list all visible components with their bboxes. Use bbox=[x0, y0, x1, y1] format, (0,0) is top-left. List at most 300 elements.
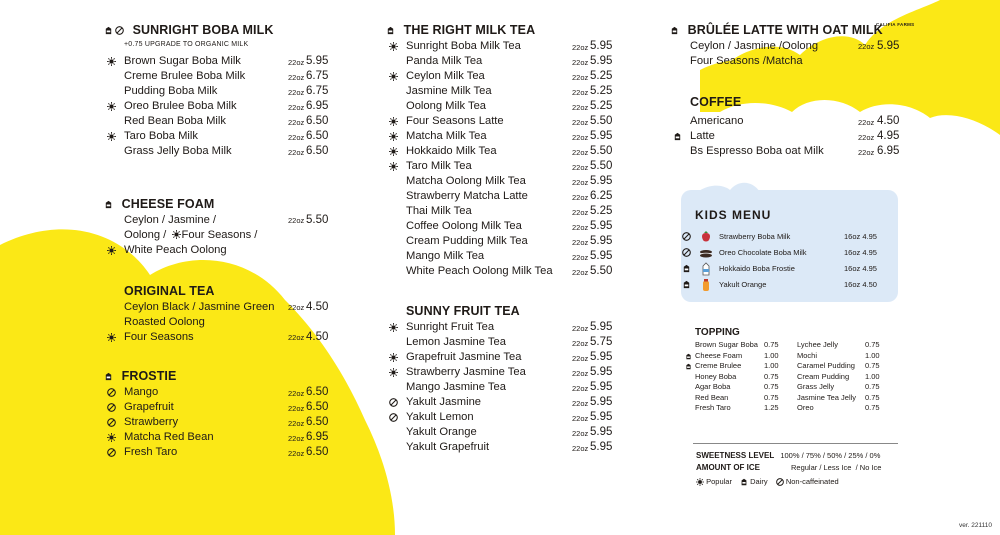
column-2 bbox=[386, 21, 646, 455]
item-size: 22oz bbox=[288, 73, 305, 82]
topping-name: Fresh Taro bbox=[695, 403, 731, 412]
non-caffeinated-icon bbox=[776, 478, 784, 486]
milk-icon bbox=[699, 262, 713, 276]
item-size: 22oz bbox=[572, 88, 589, 97]
item-name: Coffee Oolong Milk Tea bbox=[406, 220, 522, 232]
menu-item bbox=[386, 39, 646, 54]
item-price: 5.95 bbox=[590, 351, 613, 363]
item-name: Ceylon Milk Tea bbox=[406, 70, 485, 82]
item-size: 22oz bbox=[288, 103, 305, 112]
dairy-icon bbox=[682, 280, 691, 289]
menu-item bbox=[386, 395, 646, 410]
menu-item bbox=[386, 69, 646, 84]
item-price: 6.50 bbox=[306, 115, 329, 127]
popular-icon bbox=[107, 132, 116, 141]
section-brulee-latte bbox=[670, 21, 910, 39]
menu-item bbox=[670, 114, 910, 129]
item-name: Matcha Red Bean bbox=[124, 431, 214, 443]
section-coffee bbox=[670, 93, 910, 111]
califia-farms-logo: CALIFIA FARMS bbox=[876, 22, 915, 27]
popular-icon bbox=[389, 72, 398, 81]
item-size: 22oz bbox=[572, 148, 589, 157]
item-price: 16oz 4.95 bbox=[844, 232, 877, 241]
topping-price: 0.75 bbox=[865, 361, 880, 370]
amount-of-ice-row bbox=[696, 463, 882, 472]
non-caffeinated-icon bbox=[389, 398, 398, 407]
item-price: 16oz 4.95 bbox=[844, 248, 877, 257]
legend-dairy: Dairy bbox=[750, 477, 768, 486]
item-price: 5.50 bbox=[590, 145, 613, 157]
topping-price: 0.75 bbox=[764, 382, 779, 391]
item-size: 22oz bbox=[858, 118, 875, 127]
topping-item bbox=[695, 403, 779, 414]
menu-item bbox=[386, 410, 646, 425]
topping-name: Creme Brulee bbox=[695, 361, 742, 370]
topping-price: 1.00 bbox=[764, 350, 779, 360]
item-name: Mango Milk Tea bbox=[406, 250, 485, 262]
menu-item bbox=[386, 320, 646, 335]
popular-icon bbox=[389, 132, 398, 141]
item-name: Latte bbox=[690, 130, 715, 142]
item-price: 5.50 bbox=[590, 115, 613, 127]
menu-item bbox=[386, 380, 646, 395]
kids-menu-title: KIDS MENU bbox=[695, 208, 772, 222]
item-price: 5.95 bbox=[590, 441, 613, 453]
dairy-icon bbox=[104, 200, 113, 209]
section-sunright-boba-milk bbox=[104, 21, 364, 39]
menu-item bbox=[386, 264, 646, 279]
item-size: 22oz bbox=[572, 103, 589, 112]
item-name: White Peach Oolong Milk Tea bbox=[406, 265, 553, 277]
menu-item bbox=[104, 69, 364, 84]
item-name: Oreo Brulee Boba Milk bbox=[124, 100, 237, 112]
topping-item bbox=[797, 361, 880, 372]
topping-item bbox=[695, 361, 779, 372]
section-title: SUNRIGHT BOBA MILK bbox=[132, 23, 274, 37]
item-size: 22oz bbox=[572, 238, 589, 247]
topping-price: 0.75 bbox=[764, 371, 779, 381]
section-title: SUNNY FRUIT TEA bbox=[406, 304, 520, 318]
popular-icon bbox=[696, 478, 704, 486]
section-frostie bbox=[104, 367, 364, 385]
menu-item bbox=[386, 425, 646, 440]
item-name: Taro Boba Milk bbox=[124, 130, 198, 142]
kids-menu-item bbox=[681, 262, 898, 276]
item-price: 5.95 bbox=[590, 130, 613, 142]
cheese-foam-line-3: White Peach Oolong bbox=[104, 243, 364, 258]
menu-item bbox=[386, 234, 646, 249]
brulee-line-1: Ceylon / Jasmine /Oolong 22oz 5.95 bbox=[690, 40, 900, 52]
item-name: Hokkaido Boba Frostie bbox=[719, 264, 795, 273]
divider-line bbox=[693, 443, 898, 444]
brulee-line-2: Four Seasons /Matcha bbox=[690, 55, 803, 67]
menu-item bbox=[104, 84, 364, 99]
item-size: 22oz bbox=[858, 133, 875, 142]
section-cheese-foam bbox=[104, 195, 364, 213]
topping-item bbox=[797, 371, 880, 383]
item-size: 22oz bbox=[858, 148, 875, 157]
topping-name: Red Bean bbox=[695, 392, 729, 402]
non-caffeinated-icon bbox=[682, 248, 691, 257]
item-price: 5.50 bbox=[590, 160, 613, 172]
item-name: Panda Milk Tea bbox=[406, 55, 483, 67]
item-name: Lemon Jasmine Tea bbox=[406, 336, 506, 348]
item-price: 5.75 bbox=[590, 336, 613, 348]
cheese-foam-line-1: Ceylon / Jasmine / 22oz 5.50 bbox=[124, 214, 329, 226]
menu-item bbox=[104, 114, 364, 129]
popular-icon bbox=[107, 102, 116, 111]
menu-item bbox=[670, 144, 910, 159]
item-price: 5.95 bbox=[590, 220, 613, 232]
topping-name: Cheese Foam bbox=[695, 350, 743, 360]
ice-label: AMOUNT OF ICE bbox=[696, 463, 760, 472]
sunright-item-list bbox=[104, 54, 364, 159]
item-size: 22oz bbox=[572, 73, 589, 82]
topping-price: 0.75 bbox=[865, 403, 880, 412]
topping-item bbox=[797, 350, 880, 362]
item-size: 22oz bbox=[572, 339, 589, 348]
item-name: Sunright Fruit Tea bbox=[406, 321, 495, 333]
item-price: 5.95 bbox=[590, 250, 613, 262]
popular-icon bbox=[107, 333, 116, 342]
popular-icon bbox=[107, 57, 116, 66]
item-price: 4.95 bbox=[877, 130, 900, 142]
icon-legend bbox=[696, 477, 839, 486]
item-price: 5.95 bbox=[306, 55, 329, 67]
item-price: 5.95 bbox=[590, 396, 613, 408]
menu-item bbox=[386, 174, 646, 189]
menu-item bbox=[104, 144, 364, 159]
dairy-icon bbox=[740, 478, 748, 486]
menu-item bbox=[104, 54, 364, 69]
item-name: Grapefruit bbox=[124, 401, 174, 413]
item-name: Americano bbox=[690, 115, 744, 127]
item-price: 5.95 bbox=[590, 426, 613, 438]
topping-name: Honey Boba bbox=[695, 371, 737, 381]
item-price: 5.95 bbox=[590, 381, 613, 393]
sweetness-label: SWEETNESS LEVEL bbox=[696, 451, 775, 460]
popular-icon bbox=[389, 147, 398, 156]
item-name: Cream Pudding Milk Tea bbox=[406, 235, 528, 247]
menu-item bbox=[104, 99, 364, 114]
menu-item bbox=[386, 189, 646, 204]
menu-item bbox=[386, 365, 646, 380]
section-title: CHEESE FOAM bbox=[121, 197, 215, 211]
item-price: 5.95 bbox=[590, 175, 613, 187]
item-size: 22oz bbox=[572, 253, 589, 262]
item-price: 5.95 bbox=[590, 55, 613, 67]
topping-price: 0.75 bbox=[764, 340, 779, 349]
item-name: Bs Espresso Boba oat Milk bbox=[690, 145, 824, 157]
topping-name: Brown Sugar Boba bbox=[695, 340, 758, 349]
topping-price: 0.75 bbox=[865, 340, 880, 349]
ice-options: Regular / Less Ice / No Ice bbox=[791, 463, 882, 472]
sweetness-level-row bbox=[696, 451, 880, 460]
item-size: 22oz bbox=[288, 118, 305, 127]
topping-title: TOPPING bbox=[695, 327, 740, 338]
popular-icon bbox=[389, 117, 398, 126]
original-tea-line-3: Four Seasons 22oz 4.50 bbox=[104, 330, 364, 345]
menu-item bbox=[104, 430, 364, 445]
section-title: FROSTIE bbox=[121, 369, 177, 383]
legend-non-caffeinated: Non-caffeinated bbox=[785, 477, 839, 486]
menu-item bbox=[386, 350, 646, 365]
section-title: COFFEE bbox=[690, 95, 742, 109]
dairy-icon bbox=[673, 132, 682, 141]
menu-item bbox=[386, 99, 646, 114]
item-name: Grass Jelly Boba Milk bbox=[124, 145, 232, 157]
topping-name: Oreo bbox=[797, 403, 814, 412]
topping-price: 0.75 bbox=[865, 392, 880, 402]
section-title: THE RIGHT MILK TEA bbox=[403, 23, 536, 37]
non-caffeinated-icon bbox=[115, 26, 124, 35]
item-size: 22oz bbox=[572, 58, 589, 67]
menu-item bbox=[386, 129, 646, 144]
orange-icon bbox=[699, 278, 713, 292]
item-size: 22oz bbox=[572, 133, 589, 142]
topping-price: 1.00 bbox=[764, 361, 779, 370]
popular-icon bbox=[172, 230, 181, 239]
menu-item bbox=[104, 400, 364, 415]
popular-icon bbox=[107, 433, 116, 442]
item-name: Yakult Grapefruit bbox=[406, 441, 490, 453]
item-price: 5.50 bbox=[590, 265, 613, 277]
popular-icon bbox=[389, 162, 398, 171]
item-size: 22oz bbox=[572, 43, 589, 52]
item-name: Yakult Lemon bbox=[406, 411, 474, 423]
item-price: 5.25 bbox=[590, 205, 613, 217]
item-name: Matcha Oolong Milk Tea bbox=[406, 175, 526, 187]
section-sunny-fruit-tea bbox=[386, 302, 646, 320]
menu-item bbox=[386, 335, 646, 350]
item-name: Matcha Milk Tea bbox=[406, 130, 487, 142]
item-price: 5.25 bbox=[590, 100, 613, 112]
item-size: 22oz bbox=[288, 404, 305, 413]
item-name: Creme Brulee Boba Milk bbox=[124, 70, 246, 82]
topping-name: Mochi bbox=[797, 350, 818, 360]
item-name: Red Bean Boba Milk bbox=[124, 115, 226, 127]
item-price: 6.50 bbox=[306, 130, 329, 142]
section-title: ORIGINAL TEA bbox=[124, 284, 215, 298]
menu-item bbox=[670, 129, 910, 144]
item-name: Strawberry bbox=[124, 416, 179, 428]
item-price: 5.95 bbox=[590, 321, 613, 333]
item-price: 6.75 bbox=[306, 85, 329, 97]
item-size: 22oz bbox=[572, 208, 589, 217]
column-3 bbox=[670, 21, 910, 159]
item-size: 22oz bbox=[572, 444, 589, 453]
topping-price: 1.00 bbox=[865, 371, 880, 381]
version-label: ver. 221110 bbox=[958, 522, 992, 529]
menu-item bbox=[386, 159, 646, 174]
item-name: Yakult Orange bbox=[719, 280, 767, 289]
topping-item bbox=[695, 382, 779, 393]
topping-name: Lychee Jelly bbox=[797, 340, 838, 349]
cheese-foam-line-2: Oolong / Four Seasons / bbox=[124, 229, 258, 241]
original-tea-line-1: Ceylon Black / Jasmine Green 22oz 4.50 bbox=[124, 301, 329, 313]
item-name: Hokkaido Milk Tea bbox=[406, 145, 497, 157]
topping-name: Grass Jelly bbox=[797, 382, 835, 391]
section-original-tea bbox=[104, 282, 364, 300]
non-caffeinated-icon bbox=[107, 448, 116, 457]
topping-name: Caramel Pudding bbox=[797, 361, 855, 370]
item-price: 6.95 bbox=[877, 145, 900, 157]
item-name: Strawberry Boba Milk bbox=[719, 232, 791, 241]
item-name: Jasmine Milk Tea bbox=[406, 85, 492, 97]
item-size: 22oz bbox=[572, 414, 589, 423]
organic-upgrade-note: +0.75 UPGRADE TO ORGANIC MILK bbox=[124, 41, 249, 48]
sweetness-options: 100% / 75% / 50% / 25% / 0% bbox=[780, 451, 881, 460]
topping-name: Agar Boba bbox=[695, 382, 731, 391]
menu-item bbox=[386, 249, 646, 264]
item-price: 5.95 bbox=[590, 366, 613, 378]
menu-item bbox=[386, 219, 646, 234]
item-name: Fresh Taro bbox=[124, 446, 178, 458]
frostie-item-list bbox=[104, 385, 364, 460]
column-1 bbox=[104, 21, 364, 460]
menu-item bbox=[104, 385, 364, 400]
item-name: Oreo Chocolate Boba Milk bbox=[719, 248, 807, 257]
dairy-icon bbox=[386, 26, 395, 35]
topping-item bbox=[797, 340, 880, 351]
dairy-icon bbox=[104, 372, 113, 381]
topping-price: 1.25 bbox=[764, 403, 779, 412]
item-price: 6.50 bbox=[306, 386, 329, 398]
topping-item bbox=[695, 392, 779, 404]
item-size: 22oz bbox=[288, 88, 305, 97]
item-price: 16oz 4.95 bbox=[844, 264, 877, 273]
menu-item bbox=[386, 84, 646, 99]
non-caffeinated-icon bbox=[682, 232, 691, 241]
original-tea-line-2: Roasted Oolong bbox=[124, 316, 205, 328]
item-name: Mango bbox=[124, 386, 159, 398]
item-price: 6.95 bbox=[306, 431, 329, 443]
popular-icon bbox=[107, 246, 116, 255]
topping-item bbox=[695, 350, 779, 362]
item-price: 6.50 bbox=[306, 401, 329, 413]
topping-name: Cream Pudding bbox=[797, 371, 850, 381]
popular-icon bbox=[389, 42, 398, 51]
item-size: 22oz bbox=[572, 118, 589, 127]
topping-item bbox=[797, 403, 880, 414]
topping-item bbox=[695, 371, 779, 383]
coffee-item-list bbox=[670, 114, 910, 159]
item-size: 22oz bbox=[288, 148, 305, 157]
item-name: Four Seasons Latte bbox=[406, 115, 504, 127]
item-size: 22oz bbox=[572, 324, 589, 333]
popular-icon bbox=[389, 368, 398, 377]
item-name: Sunright Boba Milk Tea bbox=[406, 40, 521, 52]
item-name: Pudding Boba Milk bbox=[124, 85, 218, 97]
non-caffeinated-icon bbox=[107, 418, 116, 427]
item-price: 6.50 bbox=[306, 145, 329, 157]
menu-item bbox=[386, 204, 646, 219]
item-size: 22oz bbox=[288, 419, 305, 428]
menu-item bbox=[104, 415, 364, 430]
menu-item bbox=[104, 445, 364, 460]
item-name: Yakult Orange bbox=[406, 426, 477, 438]
item-name: Mango Jasmine Tea bbox=[406, 381, 506, 393]
item-name: Taro Milk Tea bbox=[406, 160, 472, 172]
item-size: 22oz bbox=[572, 223, 589, 232]
dairy-icon bbox=[670, 26, 679, 35]
legend-popular: Popular bbox=[706, 477, 732, 486]
item-size: 22oz bbox=[288, 449, 305, 458]
topping-price: 1.00 bbox=[865, 350, 880, 360]
item-name: Strawberry Jasmine Tea bbox=[406, 366, 526, 378]
non-caffeinated-icon bbox=[107, 388, 116, 397]
non-caffeinated-icon bbox=[389, 413, 398, 422]
item-price: 5.25 bbox=[590, 85, 613, 97]
section-title: BRÛLÉE LATTE WITH OAT MILK bbox=[687, 23, 883, 37]
topping-price: 0.75 bbox=[764, 392, 779, 402]
item-size: 22oz bbox=[572, 268, 589, 277]
fruit-tea-item-list bbox=[386, 320, 646, 455]
menu-item bbox=[386, 114, 646, 129]
item-size: 22oz bbox=[572, 354, 589, 363]
section-right-milk-tea bbox=[386, 21, 646, 39]
dairy-icon bbox=[685, 363, 692, 370]
item-size: 22oz bbox=[288, 58, 305, 67]
item-size: 22oz bbox=[288, 389, 305, 398]
kids-menu-item bbox=[681, 246, 898, 260]
dairy-icon bbox=[682, 264, 691, 273]
kids-menu-item bbox=[681, 230, 898, 244]
item-name: Grapefruit Jasmine Tea bbox=[406, 351, 522, 363]
milk-tea-item-list bbox=[386, 39, 646, 279]
item-price: 5.95 bbox=[590, 40, 613, 52]
item-size: 22oz bbox=[572, 369, 589, 378]
item-name: Thai Milk Tea bbox=[406, 205, 472, 217]
menu-item bbox=[386, 54, 646, 69]
menu-item bbox=[104, 129, 364, 144]
item-name: Strawberry Matcha Latte bbox=[406, 190, 528, 202]
item-size: 22oz bbox=[572, 429, 589, 438]
cookie-icon bbox=[699, 246, 713, 260]
item-size: 22oz bbox=[572, 193, 589, 202]
topping-item bbox=[797, 392, 880, 404]
menu-item bbox=[386, 144, 646, 159]
item-price: 6.25 bbox=[590, 190, 613, 202]
item-size: 22oz bbox=[288, 133, 305, 142]
item-price: 5.95 bbox=[590, 235, 613, 247]
dairy-icon bbox=[685, 353, 692, 360]
kids-menu-item bbox=[681, 278, 898, 292]
menu-item bbox=[386, 440, 646, 455]
item-price: 6.50 bbox=[306, 416, 329, 428]
item-price: 6.75 bbox=[306, 70, 329, 82]
item-size: 22oz bbox=[572, 178, 589, 187]
item-price: 6.50 bbox=[306, 446, 329, 458]
topping-item bbox=[797, 382, 880, 393]
kids-menu-card bbox=[681, 190, 898, 302]
item-size: 22oz bbox=[572, 163, 589, 172]
topping-item bbox=[695, 340, 779, 351]
popular-icon bbox=[389, 353, 398, 362]
item-price: 6.95 bbox=[306, 100, 329, 112]
item-price: 4.50 bbox=[877, 115, 900, 127]
popular-icon bbox=[389, 323, 398, 332]
item-size: 22oz bbox=[572, 399, 589, 408]
strawberry-icon bbox=[699, 230, 713, 244]
dairy-icon bbox=[104, 26, 113, 35]
item-size: 22oz bbox=[572, 384, 589, 393]
item-price: 5.95 bbox=[590, 411, 613, 423]
non-caffeinated-icon bbox=[107, 403, 116, 412]
topping-price: 0.75 bbox=[865, 382, 880, 391]
item-price: 5.25 bbox=[590, 70, 613, 82]
topping-name: Jasmine Tea Jelly bbox=[797, 392, 857, 402]
